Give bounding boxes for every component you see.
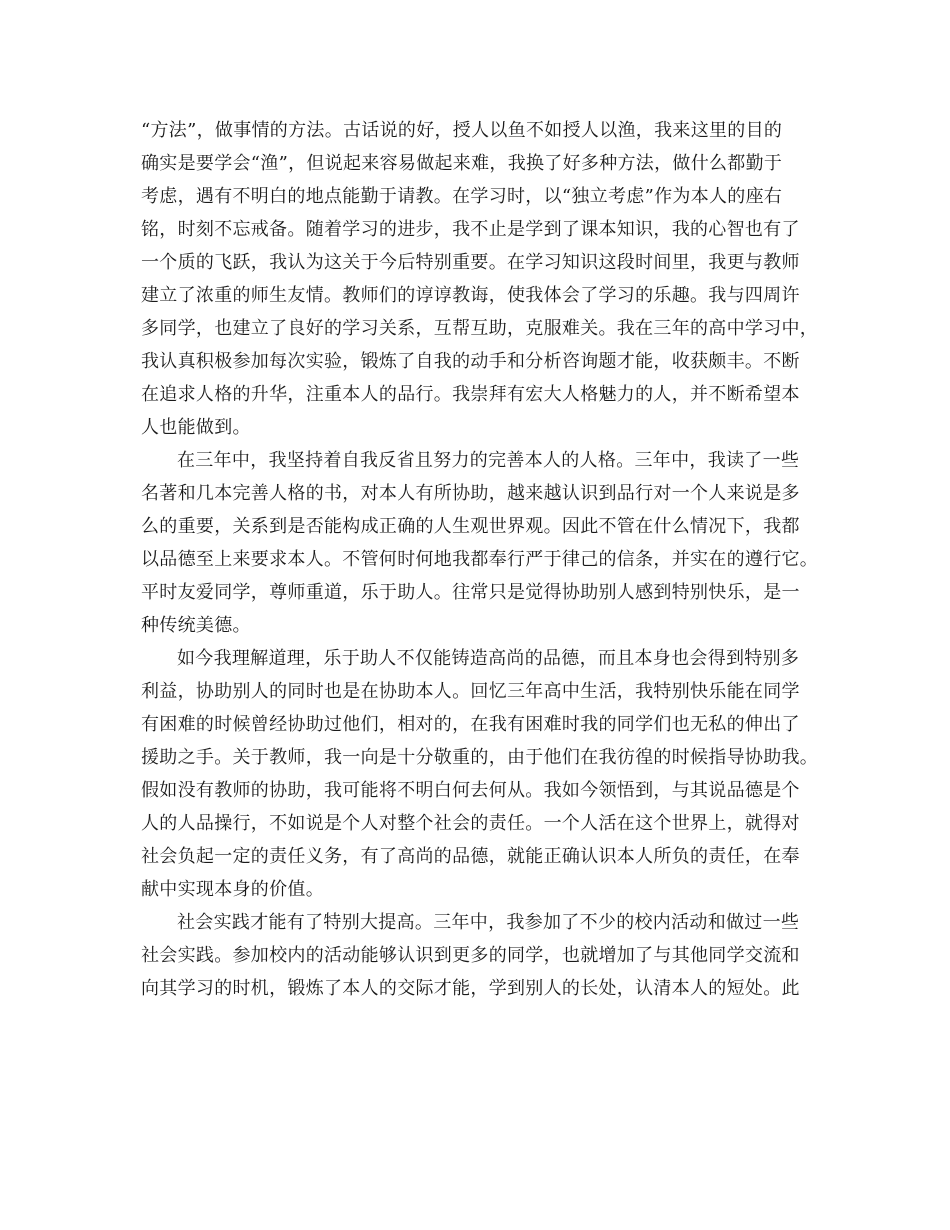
- text-line: 我认真积极参加每次实验，锻炼了自我的动手和分析咨询题才能，收获颇丰。不断: [141, 351, 800, 372]
- text-line: 人也能做到。: [141, 417, 251, 438]
- text-line: 利益，协助别人的同时也是在协助本人。回忆三年高中生活，我特别快乐能在同学: [141, 681, 800, 702]
- text-line: 献中实现本身的价值。: [141, 879, 324, 900]
- document-body: [141, 114, 829, 1005]
- paragraph-first-line: 在三年中，我坚持着自我反省且努力的完善本人的人格。三年中，我读了一些: [177, 450, 800, 471]
- text-line: “方法”，做事情的方法。古话说的好，授人以鱼不如授人以渔，我来这里的目的: [141, 120, 783, 141]
- paragraph-first-line: 如今我理解道理，乐于助人不仅能铸造高尚的品德，而且本身也会得到特别多: [177, 648, 800, 669]
- text-line: 确实是要学会“渔”，但说起来容易做起来难，我换了好多种方法，做什么都勤于: [141, 153, 783, 174]
- text-line: 一个质的飞跃，我认为这关于今后特别重要。在学习知识这段时间里，我更与教师: [141, 252, 800, 273]
- text-line: 多同学，也建立了良好的学习关系，互帮互助，克服难关。我在三年的高中学习中，: [141, 318, 819, 339]
- text-line: 向其学习的时机，锻炼了本人的交际才能，学到别人的长处，认清本人的短处。此: [141, 978, 800, 999]
- text-line: 有困难的时候曾经协助过他们，相对的，在我有困难时我的同学们也无私的伸出了: [141, 714, 800, 735]
- text-line: 建立了浓重的师生友情。教师们的谆谆教诲，使我体会了学习的乐趣。我与四周许: [141, 285, 800, 306]
- text-line: 铭，时刻不忘戒备。随着学习的进步，我不止是学到了课本知识，我的心智也有了: [141, 219, 800, 240]
- text-line: 么的重要，关系到是否能构成正确的人生观世界观。因此不管在什么情况下，我都: [141, 516, 800, 537]
- text-line: 人的人品操行，不如说是个人对整个社会的责任。一个人活在这个世界上，就得对: [141, 813, 800, 834]
- text-line: 名著和几本完善人格的书，对本人有所协助，越来越认识到品行对一个人来说是多: [141, 483, 800, 504]
- text-line: 在追求人格的升华，注重本人的品行。我崇拜有宏大人格魅力的人，并不断希望本: [141, 384, 800, 405]
- text-line: 考虑，遇有不明白的地点能勤于请教。在学习时，以“独立考虑”作为本人的座右: [141, 186, 783, 207]
- text-line: 以品德至上来要求本人。不管何时何地我都奉行严于律己的信条，并实在的遵行它。: [141, 549, 819, 570]
- text-line: 假如没有教师的协助，我可能将不明白何去何从。我如今领悟到，与其说品德是个: [141, 780, 800, 801]
- paragraph-first-line: 社会实践才能有了特别大提高。三年中，我参加了不少的校内活动和做过一些: [177, 912, 800, 933]
- text-line: 援助之手。关于教师，我一向是十分敬重的，由于他们在我彷徨的时候指导协助我。: [141, 747, 819, 768]
- text-line: 种传统美德。: [141, 615, 251, 636]
- text-line: 社会负起一定的责任义务，有了高尚的品德，就能正确认识本人所负的责任，在奉: [141, 846, 800, 867]
- text-line: 平时友爱同学，尊师重道，乐于助人。往常只是觉得协助别人感到特别快乐，是一: [141, 582, 800, 603]
- text-line: 社会实践。参加校内的活动能够认识到更多的同学，也就增加了与其他同学交流和: [141, 945, 800, 966]
